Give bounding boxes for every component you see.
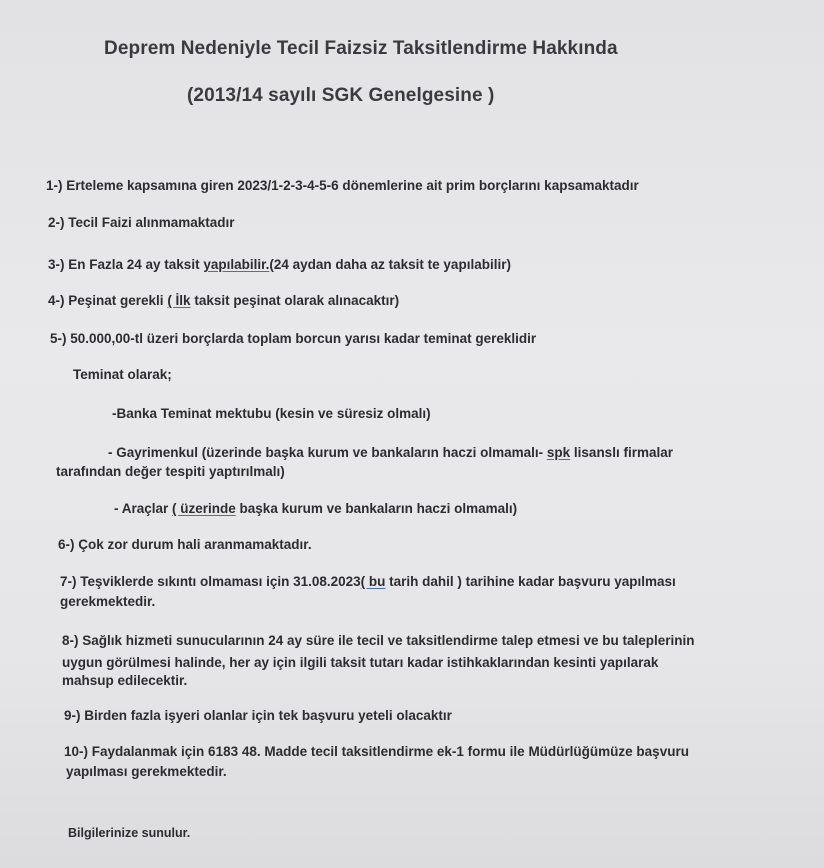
item-8-line-3: mahsup edilecektir. <box>62 673 188 688</box>
item-3-text-c: (24 aydan daha az taksit te yapılabilir) <box>269 257 511 272</box>
teminat-3-text-b: ( üzerinde <box>172 501 236 516</box>
item-7-cont: gerekmektedir. <box>60 594 156 609</box>
item-2: 2-) Tecil Faizi alınmamaktadır <box>48 215 235 230</box>
teminat-2-text-b: spk <box>546 445 571 460</box>
item-4 <box>48 293 399 308</box>
item-3-text-b: yapılabilir. <box>203 257 270 272</box>
item-4-text-a: 4-) Peşinat gerekli <box>48 293 168 308</box>
item-8-line-1: 8-) Sağlık hizmeti sunucularının 24 ay süre ile tecil ve taksitlendirme talep etmesi ve bu taleplerinin <box>62 633 695 648</box>
document-title: Deprem Nedeniyle Tecil Faizsiz Taksitlendirme Hakkında <box>104 38 618 59</box>
teminat-item-3 <box>114 501 517 516</box>
document-subtitle: (2013/14 sayılı SGK Genelgesine ) <box>187 85 495 106</box>
teminat-item-1: -Banka Teminat mektubu (kesin ve süresiz olmalı) <box>112 406 431 421</box>
item-9: 9-) Birden fazla işyeri olanlar için tek başvuru yeteli olacaktır <box>64 708 452 723</box>
item-10-line-1: 10-) Faydalanmak için 6183 48. Madde tecil taksitlendirme ek-1 formu ile Müdürlüğümüze başvuru <box>64 744 689 759</box>
closing-text: Bilgilerinize sunulur. <box>68 826 191 840</box>
item-6: 6-) Çok zor durum hali aranmamaktadır. <box>58 537 312 552</box>
item-4-text-b: ( İlk <box>167 293 191 308</box>
item-10-line-2: yapılması gerekmektedir. <box>66 764 227 779</box>
teminat-3-text-c: başka kurum ve bankaların haczi olmamalı) <box>235 501 518 516</box>
teminat-2-text-c: lisanslı firmalar <box>570 445 673 460</box>
teminat-heading: Teminat olarak; <box>73 367 172 382</box>
item-7 <box>60 574 676 589</box>
item-3 <box>48 257 511 272</box>
teminat-item-2 <box>108 445 792 460</box>
item-5: 5-) 50.000,00-tl üzeri borçlarda toplam borcun yarısı kadar teminat gereklidir <box>50 331 537 346</box>
item-7-text-c: tarih dahil ) tarihine kadar başvuru yapılması <box>385 574 676 589</box>
item-1: 1-) Erteleme kapsamına giren 2023/1-2-3-4-5-6 dönemlerine ait prim borçlarını kapsamaktadır <box>46 178 639 193</box>
item-4-text-c: taksit peşinat olarak alınacaktır) <box>190 293 400 308</box>
teminat-2-text-a: - Gayrimenkul (üzerinde başka kurum ve bankaların haczi olmamalı- <box>108 445 547 460</box>
teminat-3-text-a: - Araçlar <box>114 501 173 516</box>
item-3-text-a: 3-) En Fazla 24 ay taksit <box>48 257 204 272</box>
item-7-text-b: ( bu <box>360 574 386 589</box>
item-7-text-a: 7-) Teşviklerde sıkıntı olmaması için 31.08.2023 <box>60 574 361 589</box>
teminat-item-2-cont: tarafından değer tespiti yaptırılmalı) <box>56 464 285 479</box>
item-8-line-2: uygun görülmesi halinde, her ay için ilgili taksit tutarı kadar istihkaklarından kesinti yapılarak <box>62 655 659 670</box>
